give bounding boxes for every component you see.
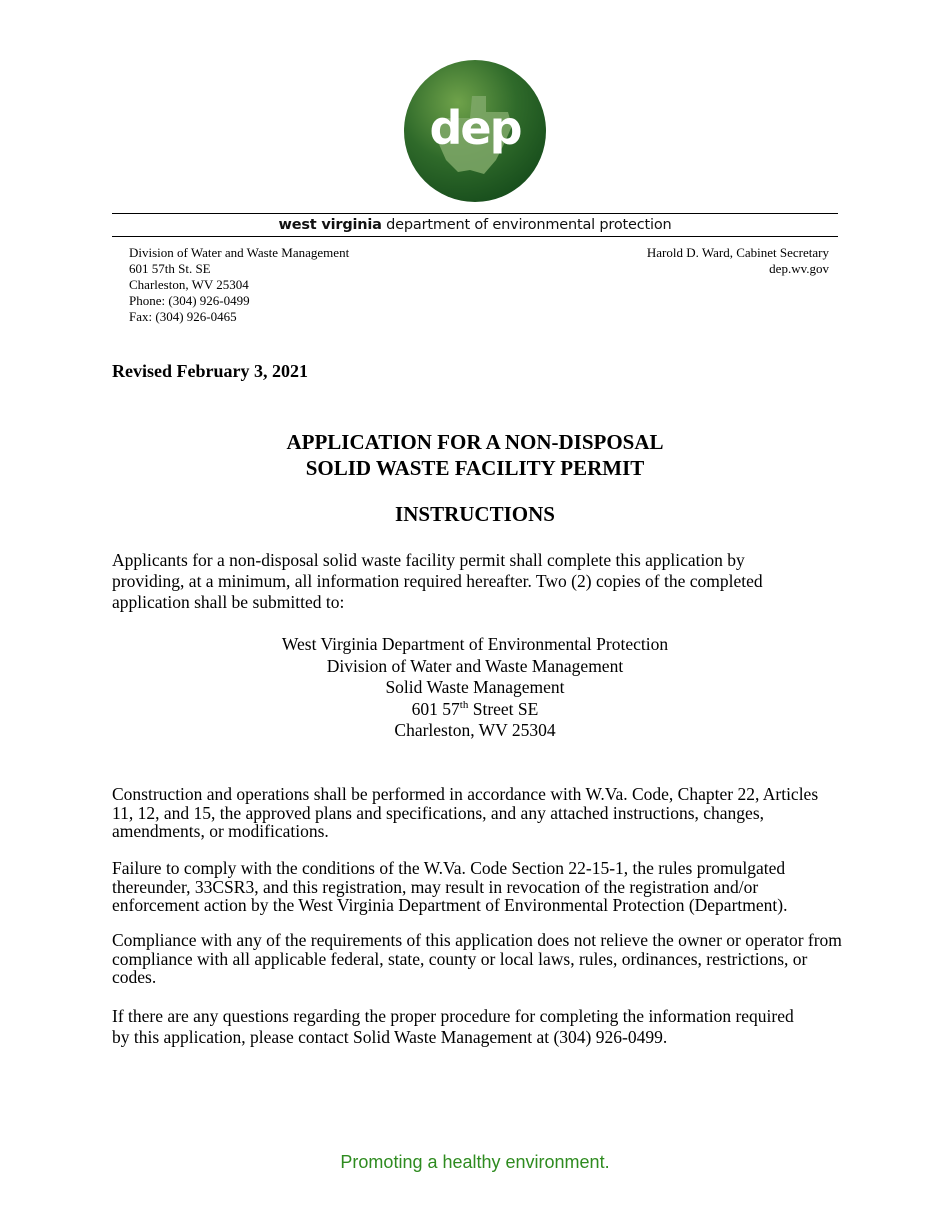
- compliance-paragraph: Compliance with any of the requirements of this application does not relieve the owner or operator from compliance with all applicable federal, state, county or local laws, rules, ordinances, restrictions, or codes.: [112, 930, 842, 987]
- agency-name: west virginia department of environmental protection: [278, 217, 672, 233]
- revised-date: Revised February 3, 2021: [112, 361, 308, 381]
- header-rule-top: [112, 213, 838, 214]
- header-rule-bottom: [112, 236, 838, 237]
- failure-paragraph: Failure to comply with the conditions of the W.Va. Code Section 22-15-1, the rules promulgated thereunder, 33CSR3, and this registration, may result in revocation of the registration and/or enforcement action by the West Virginia Department of Environmental Protection (Department).: [112, 858, 788, 915]
- mailing-address: West Virginia Department of Environmental Protection Division of Water and Waste Management Solid Waste Management 601 57th Street SE Charleston, WV 25304: [281, 634, 669, 740]
- logo-text: dep: [429, 101, 521, 155]
- footer-slogan: Promoting a healthy environment.: [340, 1152, 610, 1172]
- document-title: APPLICATION FOR A NON-DISPOSAL SOLID WASTE FACILITY PERMIT: [286, 430, 664, 480]
- address-block-left: Division of Water and Waste Management 601 57th St. SE Charleston, WV 25304 Phone: (304) 926-0499 Fax: (304) 926-0465: [129, 245, 350, 324]
- construction-paragraph: Construction and operations shall be performed in accordance with W.Va. Code, Chapter 22, Articles 11, 12, and 15, the approved plans and specifications, and any attached instructions, changes, amendments, or modifications.: [112, 784, 819, 841]
- questions-paragraph: If there are any questions regarding the proper procedure for completing the information required by this application, please contact Solid Waste Management at (304) 926-0499.: [112, 1006, 794, 1047]
- intro-paragraph: Applicants for a non-disposal solid waste facility permit shall complete this application by providing, at a minimum, all information required hereafter. Two (2) copies of the completed application shall be submitted to:: [112, 550, 763, 612]
- dep-logo: [400, 56, 550, 206]
- instructions-heading: INSTRUCTIONS: [395, 502, 555, 526]
- address-block-right: Harold D. Ward, Cabinet Secretary dep.wv.gov: [646, 245, 829, 276]
